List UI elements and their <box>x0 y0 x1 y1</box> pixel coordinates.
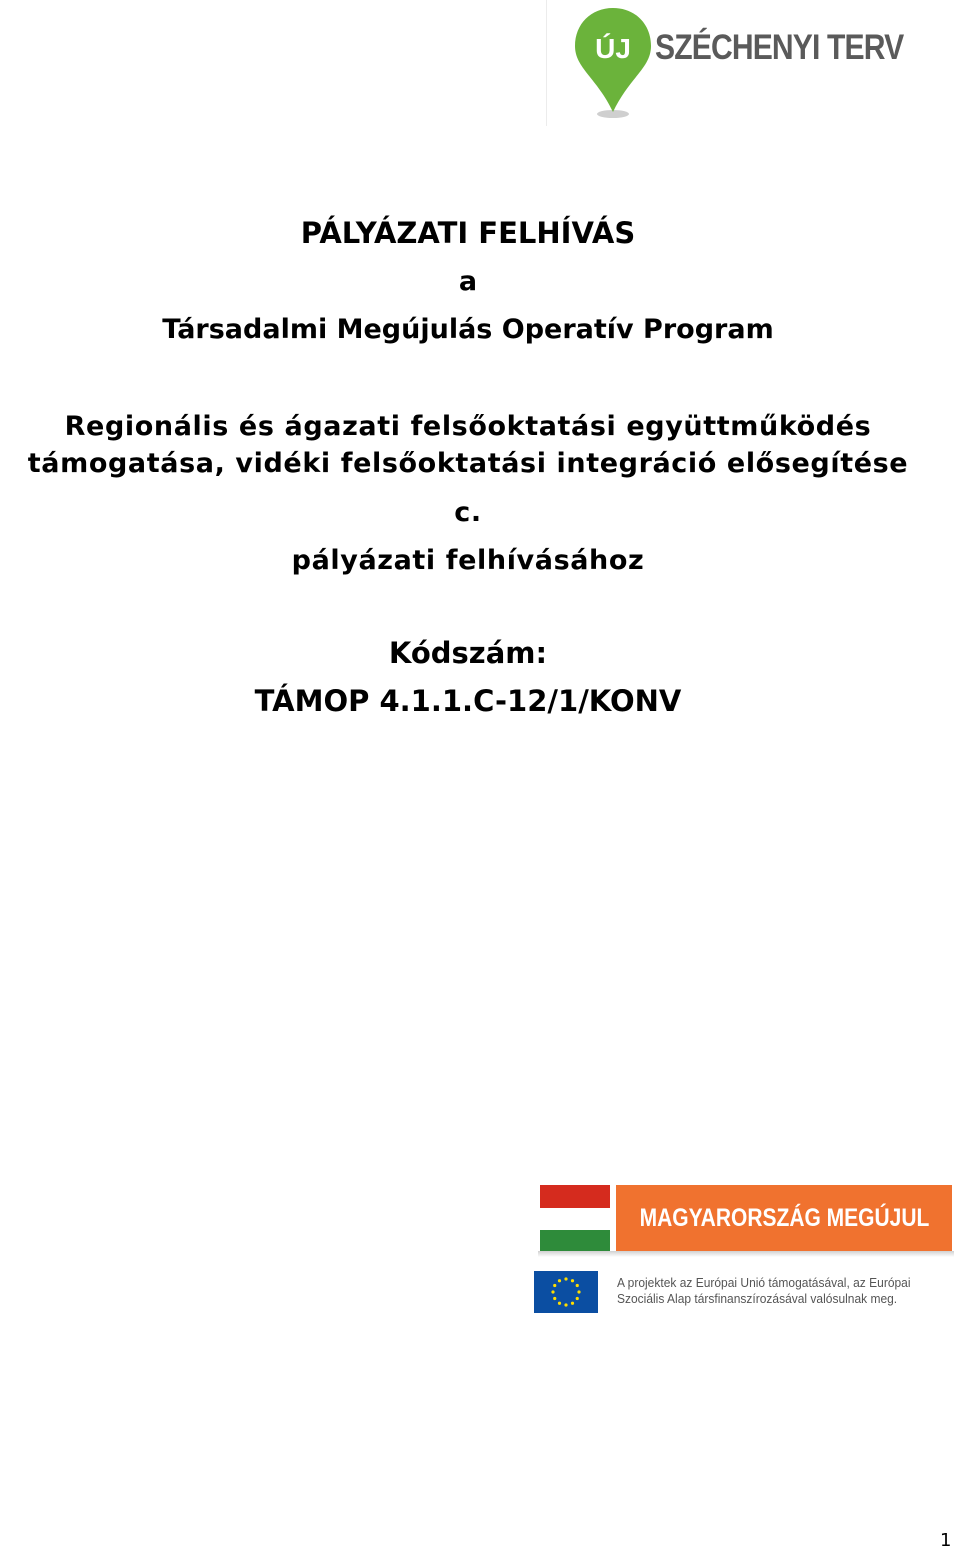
szechenyi-terv-logo <box>546 0 931 126</box>
eu-funding-note <box>617 1275 957 1307</box>
eu-star-icon <box>576 1297 579 1300</box>
page-number: 1 <box>940 1530 952 1551</box>
location-pin-icon <box>573 6 653 120</box>
eu-star-icon <box>553 1297 556 1300</box>
component-letter: c. <box>454 497 482 528</box>
eu-star-icon <box>558 1279 561 1282</box>
banner-label-box <box>616 1185 952 1251</box>
eu-star-icon <box>571 1279 574 1282</box>
banner-shadow <box>538 1251 954 1257</box>
logo-wordmark: SZÉCHENYI TERV <box>655 28 904 67</box>
connector-text: a <box>458 266 478 297</box>
pin-label: ÚJ <box>595 33 631 64</box>
hungarian-flag-icon <box>540 1185 610 1253</box>
subject-line-2: támogatása, vidéki felsőoktatási integráció elősegítése <box>27 448 909 479</box>
magyarorszag-megujul-banner <box>536 1181 954 1257</box>
code-label: Kódszám: <box>388 636 548 670</box>
document-heading: PÁLYÁZATI FELHÍVÁS <box>300 216 636 250</box>
code-value: TÁMOP 4.1.1.C-12/1/KONV <box>254 684 682 718</box>
program-name: Társadalmi Megújulás Operatív Program <box>162 314 774 345</box>
call-suffix: pályázati felhívásához <box>291 545 645 576</box>
eu-star-icon <box>577 1290 580 1293</box>
eu-star-icon <box>564 1277 567 1280</box>
eu-flag-icon <box>534 1271 598 1313</box>
eu-star-icon <box>553 1284 556 1287</box>
eu-star-icon <box>564 1303 567 1306</box>
eu-star-icon <box>558 1302 561 1305</box>
subject-line-1: Regionális és ágazati felsőoktatási együttműködés <box>64 411 872 442</box>
eu-star-icon <box>571 1302 574 1305</box>
eu-star-icon <box>551 1290 554 1293</box>
banner-label: MAGYARORSZÁG MEGÚJUL <box>639 1203 929 1232</box>
eu-star-icon <box>576 1284 579 1287</box>
eu-note-line-1: A projektek az Európai Unió támogatásával, az Európai <box>617 1276 911 1290</box>
eu-note-line-2: Szociális Alap társfinanszírozásával valósulnak meg. <box>617 1292 898 1306</box>
